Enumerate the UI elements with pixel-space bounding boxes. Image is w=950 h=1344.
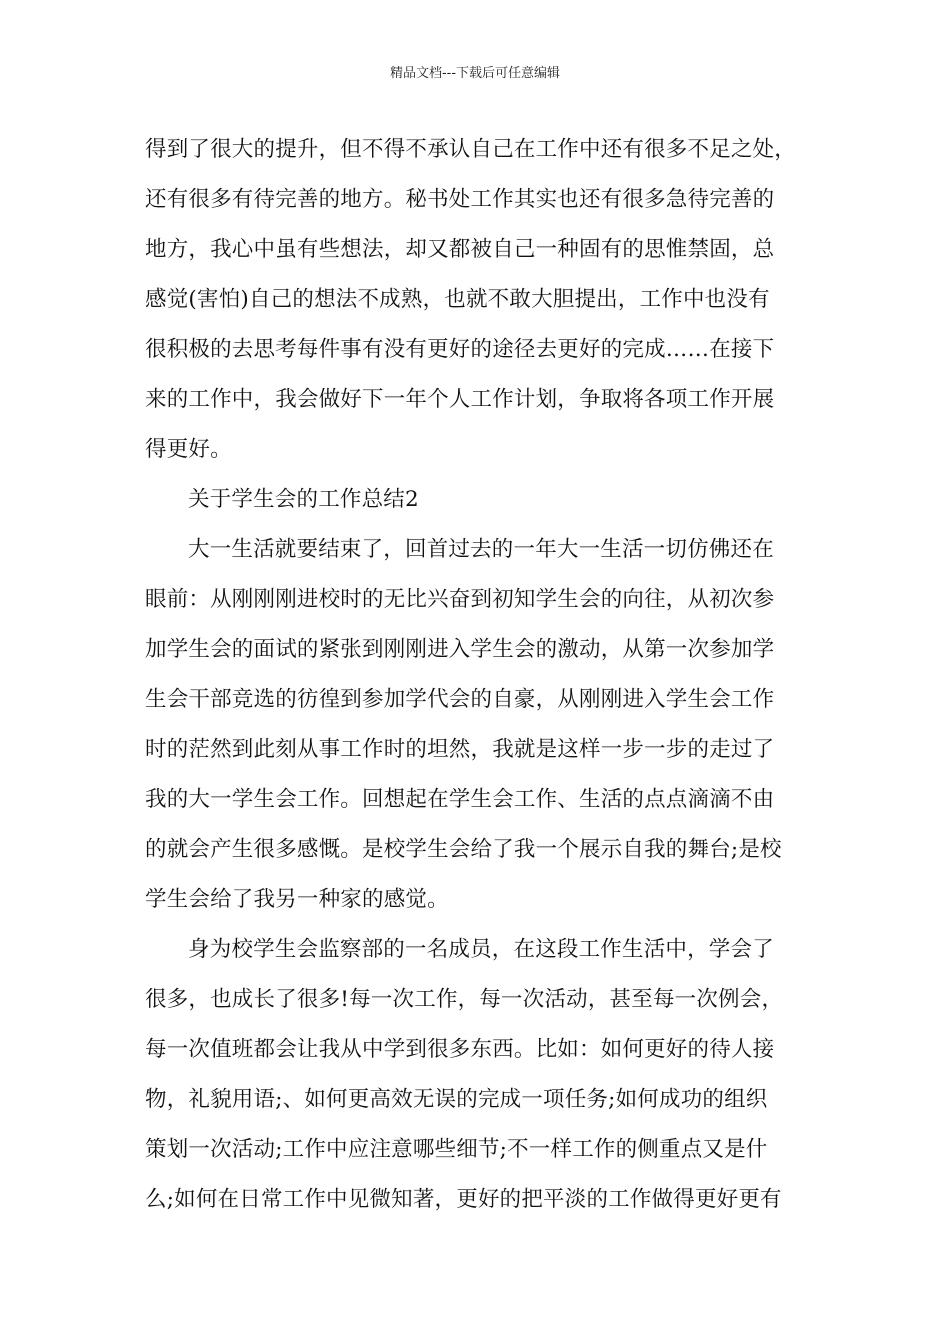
paragraph-line: 感觉(害怕)自己的想法不成熟，也就不敢大胆提出，工作中也没有: [145, 287, 770, 312]
paragraph-line: 地方，我心中虽有些想法，却又都被自己一种固有的思惟禁固，总: [145, 237, 775, 262]
paragraph-line: 来的工作中，我会做好下一年个人工作计划，争取将各项工作开展: [145, 387, 775, 412]
paragraph-line: 我的大一学生会工作。回想起在学生会工作、生活的点点滴滴不由: [145, 787, 775, 812]
section-heading: 关于学生会的工作总结2: [188, 487, 419, 512]
paragraph-line: 大一生活就要结束了，回首过去的一年大一生活一切仿佛还在: [188, 537, 774, 562]
paragraph-line: 的就会产生很多感慨。是校学生会给了我一个展示自我的舞台;是校: [145, 837, 782, 862]
paragraph-line: 很积极的去思考每件事有没有更好的途径去更好的完成……在接下: [145, 337, 775, 362]
paragraph-line: 很多，也成长了很多!每一次工作，每一次活动，甚至每一次例会，: [145, 987, 784, 1012]
paragraph-line: 得到了很大的提升，但不得不承认自己在工作中还有很多不足之处，: [145, 137, 797, 162]
paragraph-line: 加学生会的面试的紧张到刚刚进入学生会的激动，从第一次参加学: [145, 637, 775, 662]
paragraph-line: 眼前：从刚刚刚进校时的无比兴奋到初知学生会的向往，从初次参: [145, 587, 775, 612]
paragraph-line: 么;如何在日常工作中见微知著，更好的把平淡的工作做得更好更有: [145, 1187, 782, 1212]
paragraph-line: 每一次值班都会让我从中学到很多东西。比如：如何更好的待人接: [145, 1037, 775, 1062]
paragraph-line: 物，礼貌用语;、如何更高效无误的完成一项任务;如何成功的组织: [145, 1087, 768, 1112]
page-header: 精品文档---下载后可任意编辑: [389, 66, 561, 81]
paragraph-line: 还有很多有待完善的地方。秘书处工作其实也还有很多急待完善的: [145, 187, 775, 212]
paragraph-line: 时的茫然到此刻从事工作时的坦然，我就是这样一步一步的走过了: [145, 737, 775, 762]
paragraph-line: 生会干部竞选的彷徨到参加学代会的自豪，从刚刚进入学生会工作: [145, 687, 775, 712]
paragraph-line: 策划一次活动;工作中应注意哪些细节;不一样工作的侧重点又是什: [145, 1137, 768, 1162]
paragraph-line: 学生会给了我另一种家的感觉。: [145, 887, 449, 912]
paragraph-line: 得更好。: [145, 437, 232, 462]
paragraph-line: 身为校学生会监察部的一名成员，在这段工作生活中，学会了: [188, 937, 774, 962]
